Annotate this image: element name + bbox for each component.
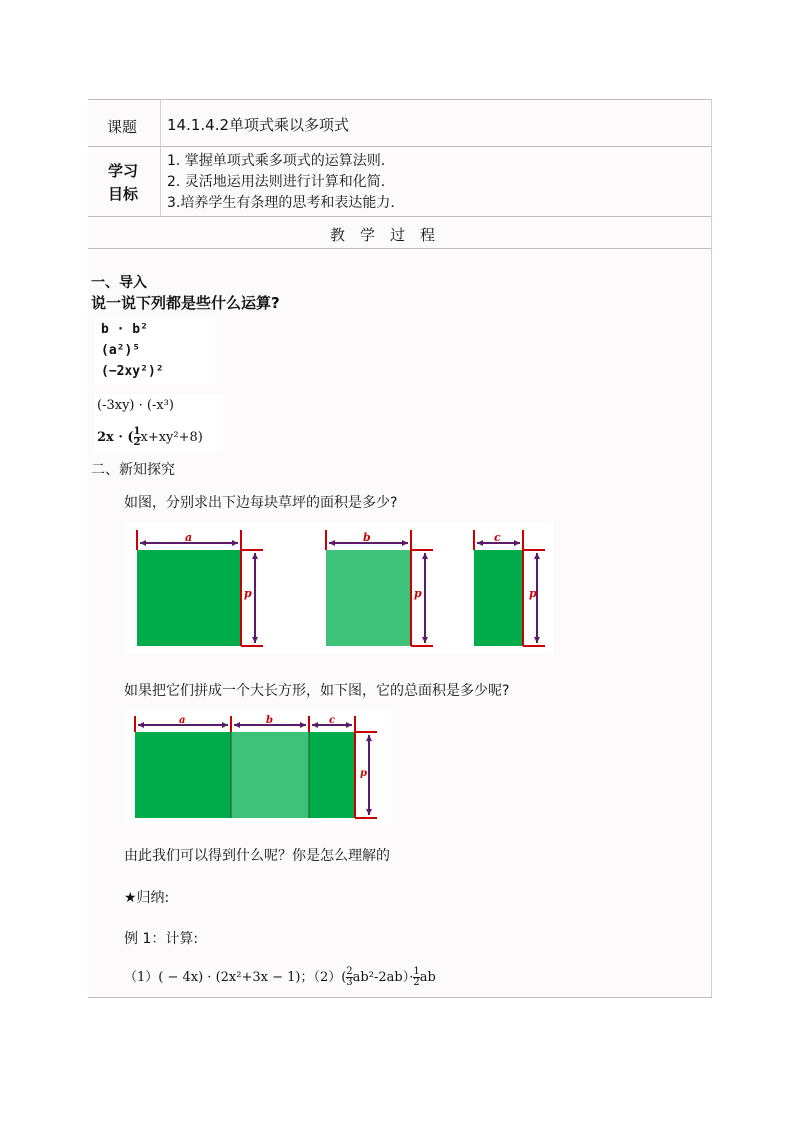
table-divider [88, 216, 712, 217]
lawn-b [326, 550, 411, 646]
topic-label: 课题 [107, 118, 138, 136]
label-a: a [179, 715, 186, 726]
table-border-right [711, 99, 712, 997]
fraction-numerator: 1 [413, 966, 420, 977]
formula-line: (−2xy²)² [101, 364, 164, 379]
label-a: a [185, 531, 193, 544]
lawn-c [309, 732, 355, 818]
table-border-bottom [88, 997, 712, 998]
label-b: b [266, 715, 273, 726]
label-p: p [414, 587, 422, 600]
lawn-a [135, 732, 231, 818]
table-border-top [88, 99, 712, 100]
expression-part: （1）( − 4x) · (2x²+3x − 1)；（2）( [124, 970, 347, 985]
label-c: c [494, 531, 501, 544]
label-p: p [529, 587, 537, 600]
formula-line: (-3xy) · (-x³) [97, 398, 174, 413]
process-title: 教 学 过 程 [330, 226, 436, 244]
fraction-numerator: 1 [133, 426, 141, 437]
formula-image-b [95, 394, 223, 452]
formula-line [97, 427, 203, 448]
section1-question: 说一说下列都是些什么运算? [91, 294, 280, 312]
fraction-numerator: 2 [346, 966, 353, 977]
example-expression [124, 966, 436, 988]
question-conclusion: 由此我们可以得到什么呢？你是怎么理解的 [124, 848, 390, 864]
section1-heading: 一、导入 [91, 275, 147, 291]
fraction-denominator: 2 [413, 977, 420, 988]
formula-image-a [95, 318, 215, 384]
lawn-areas-figure [125, 522, 553, 654]
label-c: c [329, 715, 336, 726]
goal-item: 1. 掌握单项式乘多项式的运算法则. [167, 153, 386, 169]
combined-lawn-figure [125, 710, 391, 824]
fraction [134, 427, 141, 448]
fraction-denominator: 3 [346, 977, 353, 988]
goal-item: 3.培养学生有条理的思考和表达能力. [167, 195, 395, 211]
label-b: b [363, 531, 371, 544]
table-column-divider [160, 99, 161, 216]
example-title: 例 1：计算: [124, 931, 199, 947]
table-divider [88, 248, 712, 249]
table-divider [88, 146, 712, 147]
label-p: p [244, 587, 252, 600]
question-areas: 如图，分别求出下边每块草坪的面积是多少? [124, 495, 398, 511]
question-combined: 如果把它们拼成一个大长方形，如下图，它的总面积是多少呢? [124, 683, 510, 699]
goal-label-line1: 学习 [108, 162, 139, 180]
expression-part: ab²-2ab）· [352, 970, 414, 985]
section2-heading: 二、新知探究 [91, 462, 175, 478]
formula-line: (a²)⁵ [101, 343, 141, 358]
goal-label-line2: 目标 [108, 185, 139, 203]
fraction-denominator: 2 [133, 437, 141, 448]
expression-part: ab [419, 970, 436, 985]
lawn-c [474, 550, 523, 646]
topic-value: 14.1.4.2单项式乘以多项式 [167, 116, 350, 134]
goal-item: 2. 灵活地运用法则进行计算和化简. [167, 174, 386, 190]
lawn-a [137, 550, 241, 646]
formula-line: b · b² [101, 322, 148, 337]
lawn-b [231, 732, 309, 818]
label-p: p [360, 768, 367, 779]
formula-part: x+xy²+8) [140, 430, 203, 445]
formula-part: 2x · ( [97, 430, 134, 445]
summary-heading: ★归纳: [124, 890, 170, 906]
